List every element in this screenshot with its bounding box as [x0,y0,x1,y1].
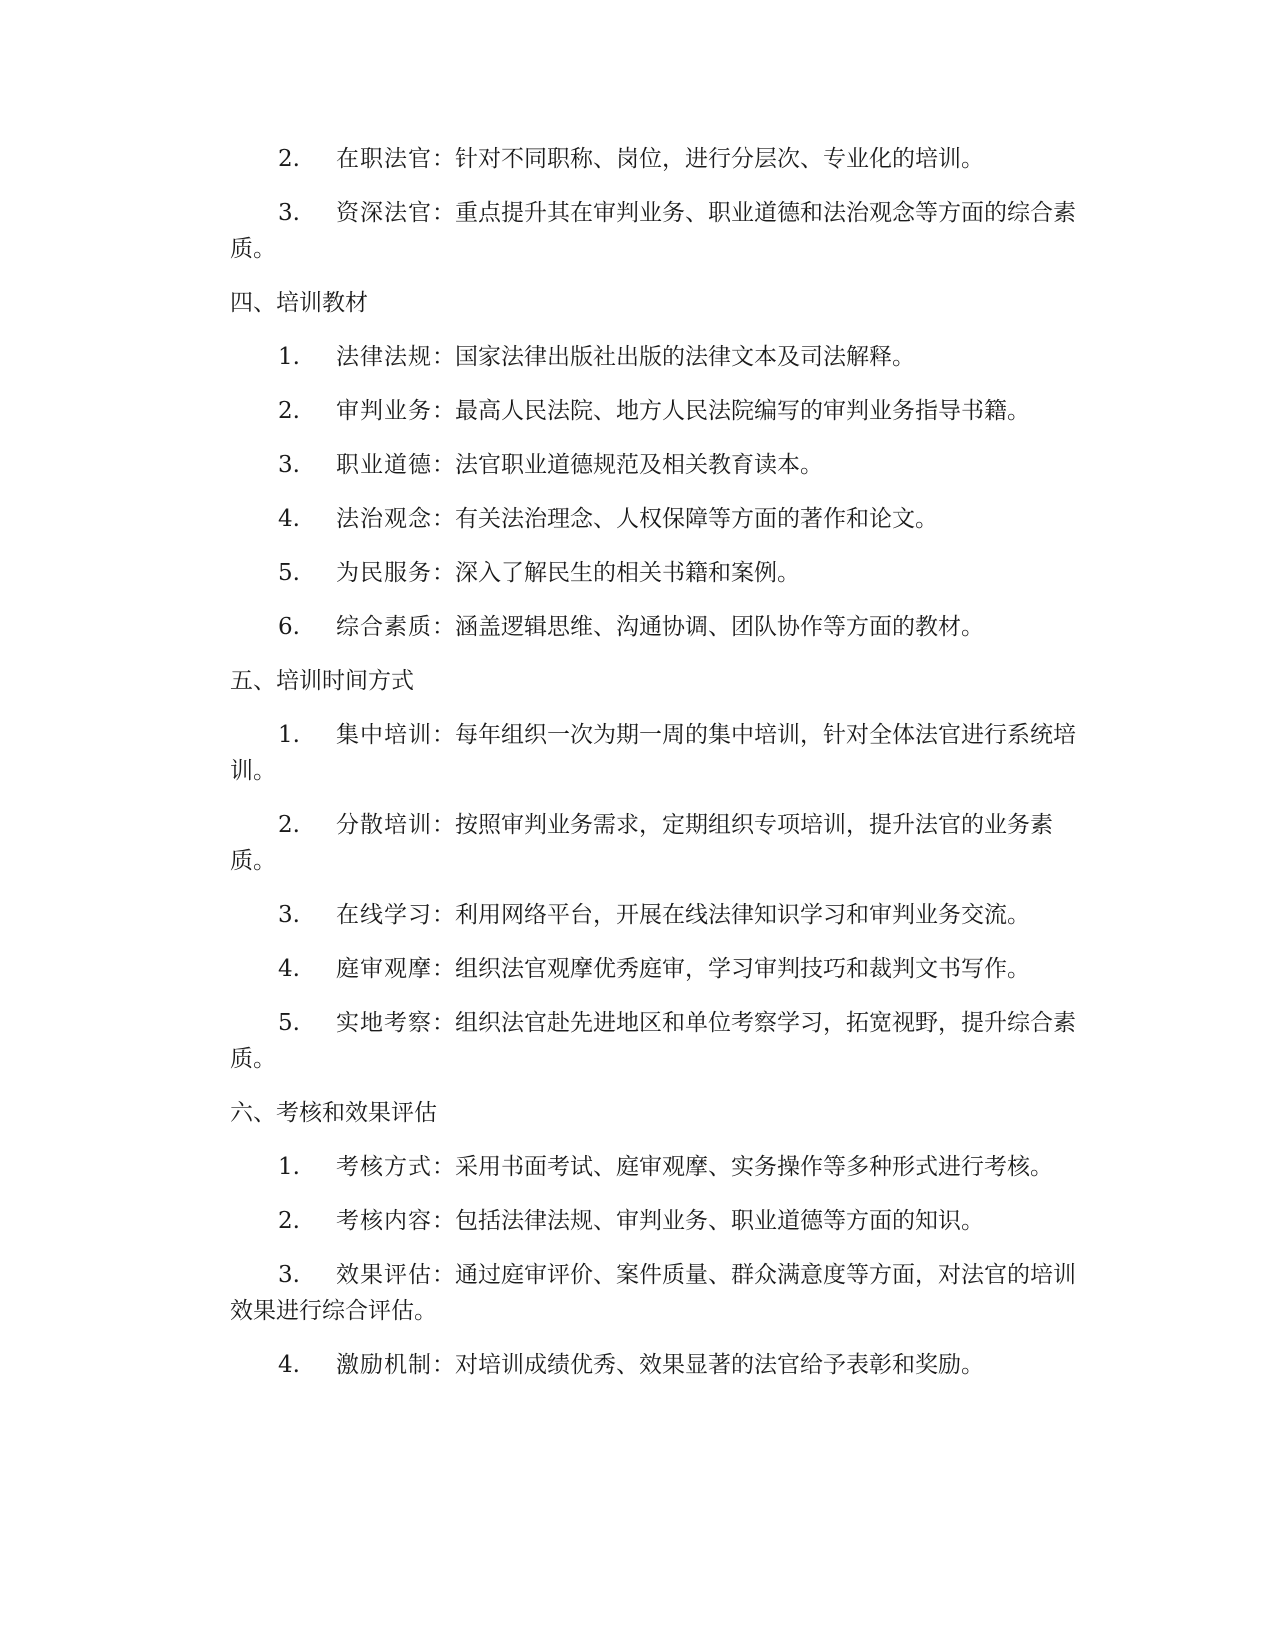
list-item: 2. 在职法官：针对不同职称、岗位，进行分层次、专业化的培训。 [278,146,984,172]
item-term: 考核内容 [336,1208,432,1234]
list-item: 1. 集中培训：每年组织一次为期一周的集中培训，针对全体法官进行系统培训。 [230,722,1076,784]
document-body [230,141,1080,1401]
list-item: 5. 实地考察：组织法官赴先进地区和单位考察学习，拓宽视野，提升综合素质。 [230,1010,1076,1072]
item-text: 涵盖逻辑思维、沟通协调、团队协作等方面的教材。 [455,614,984,640]
item-term: 职业道德 [336,452,432,478]
list-item: 5. 为民服务：深入了解民生的相关书籍和案例。 [278,560,800,586]
item-text: 法官职业道德规范及相关教育读本。 [455,452,823,478]
item-term: 庭审观摩 [336,956,432,982]
item-text: 利用网络平台，开展在线法律知识学习和审判业务交流。 [455,902,1030,928]
item-text: 深入了解民生的相关书籍和案例。 [455,560,800,586]
list-item: 4. 庭审观摩：组织法官观摩优秀庭审，学习审判技巧和裁判文书写作。 [278,956,1030,982]
item-text: 组织法官观摩优秀庭审，学习审判技巧和裁判文书写作。 [455,956,1030,982]
section-heading: 五、培训时间方式 [230,668,414,694]
list-item: 3. 效果评估：通过庭审评价、案件质量、群众满意度等方面，对法官的培训效果进行综合评估。 [230,1262,1076,1324]
item-text: 对培训成绩优秀、效果显著的法官给予表彰和奖励。 [455,1352,984,1378]
item-term: 法律法规 [336,344,432,370]
item-text: 针对不同职称、岗位，进行分层次、专业化的培训。 [455,146,984,172]
item-term: 综合素质 [336,614,432,640]
list-item: 4. 法治观念：有关法治理念、人权保障等方面的著作和论文。 [278,506,938,532]
list-item: 1. 法律法规：国家法律出版社出版的法律文本及司法解释。 [278,344,915,370]
section-assessment [230,1095,1080,1383]
item-term: 激励机制 [336,1352,432,1378]
list-item: 2. 考核内容：包括法律法规、审判业务、职业道德等方面的知识。 [278,1208,984,1234]
section-training-materials [230,285,1080,645]
list-item: 6. 综合素质：涵盖逻辑思维、沟通协调、团队协作等方面的教材。 [278,614,984,640]
item-term: 资深法官 [336,200,432,226]
item-text: 最高人民法院、地方人民法院编写的审判业务指导书籍。 [455,398,1030,424]
list-item: 2. 审判业务：最高人民法院、地方人民法院编写的审判业务指导书籍。 [278,398,1030,424]
section-heading: 四、培训教材 [230,290,368,316]
section-training-schedule [230,663,1080,1077]
list-item: 3. 职业道德：法官职业道德规范及相关教育读本。 [278,452,823,478]
item-term: 在职法官 [336,146,432,172]
item-term: 法治观念 [336,506,432,532]
item-text: 国家法律出版社出版的法律文本及司法解释。 [455,344,915,370]
section-heading: 六、考核和效果评估 [230,1100,437,1126]
list-item: 2. 分散培训：按照审判业务需求，定期组织专项培训，提升法官的业务素质。 [230,812,1053,874]
item-text: 包括法律法规、审判业务、职业道德等方面的知识。 [455,1208,984,1234]
list-item: 3. 在线学习：利用网络平台，开展在线法律知识学习和审判业务交流。 [278,902,1030,928]
item-term: 考核方式 [336,1154,432,1180]
item-term: 为民服务 [336,560,432,586]
item-term: 在线学习 [336,902,432,928]
list-item: 3. 资深法官：重点提升其在审判业务、职业道德和法治观念等方面的综合素质。 [230,200,1076,262]
item-term: 分散培训 [336,812,432,838]
item-text: 通过庭审评价、案件质量、群众满意度等方面，对法官的培训效果进行综合评估。 [230,1262,1076,1324]
item-text: 采用书面考试、庭审观摩、实务操作等多种形式进行考核。 [455,1154,1053,1180]
item-text: 有关法治理念、人权保障等方面的著作和论文。 [455,506,938,532]
item-text: 每年组织一次为期一周的集中培训，针对全体法官进行系统培训。 [230,722,1076,784]
section-continued [230,141,1080,267]
item-text: 重点提升其在审判业务、职业道德和法治观念等方面的综合素质。 [230,200,1076,262]
item-term: 审判业务 [336,398,432,424]
list-item: 4. 激励机制：对培训成绩优秀、效果显著的法官给予表彰和奖励。 [278,1352,984,1378]
item-term: 实地考察 [336,1010,432,1036]
item-term: 集中培训 [336,722,432,748]
list-item: 1. 考核方式：采用书面考试、庭审观摩、实务操作等多种形式进行考核。 [278,1154,1053,1180]
item-term: 效果评估 [336,1262,432,1288]
item-text: 组织法官赴先进地区和单位考察学习，拓宽视野，提升综合素质。 [230,1010,1076,1072]
item-text: 按照审判业务需求，定期组织专项培训，提升法官的业务素质。 [230,812,1053,874]
